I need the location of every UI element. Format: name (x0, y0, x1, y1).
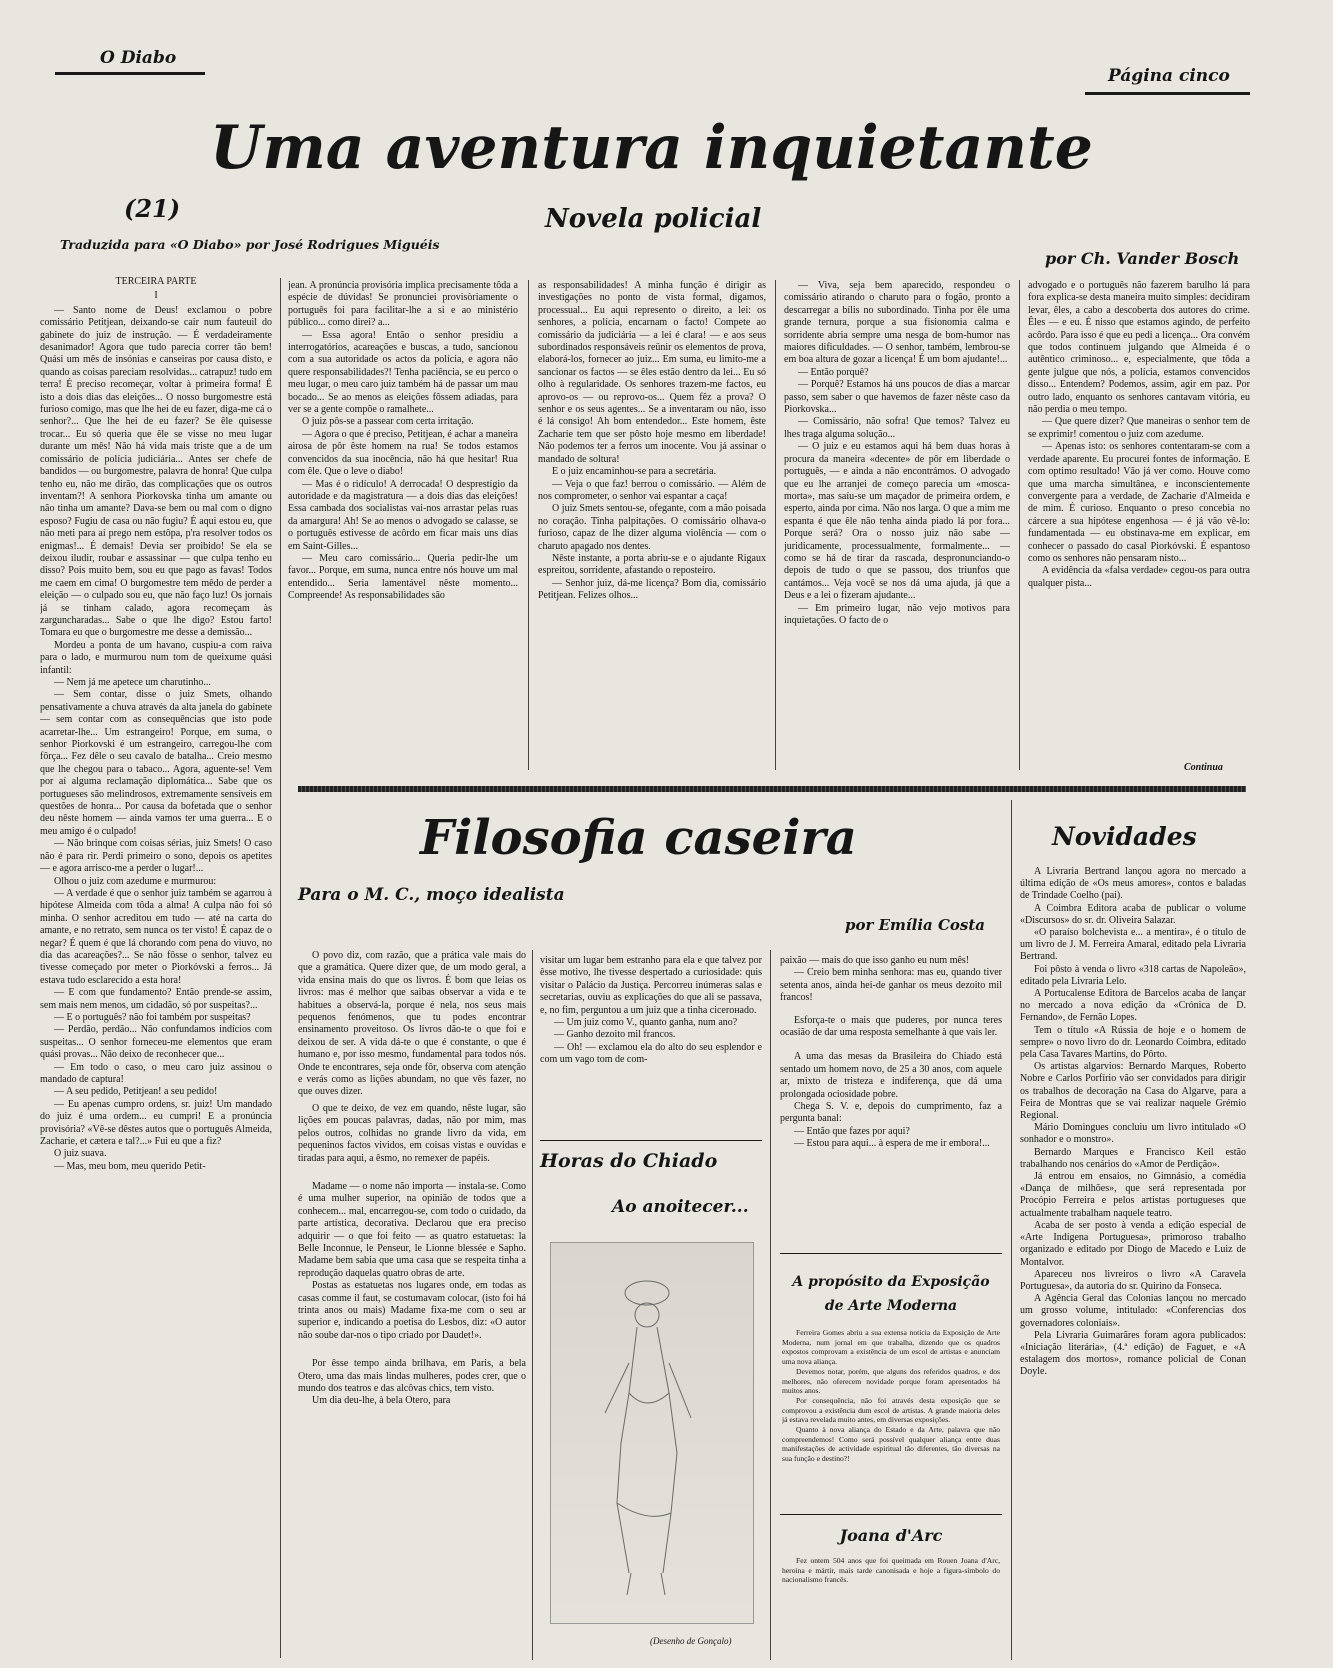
paragraph: Mordeu a ponta de um havano, cuspiu-a com raiva para o lado, e murmurou num tom de queixume quási infantil: (40, 639, 272, 676)
horas-subtitle: Ao anoitecer... (612, 1197, 749, 1217)
column-divider (770, 950, 771, 1660)
filosofia-title: Filosofia caseira (420, 810, 857, 866)
header-rule-left (55, 72, 205, 75)
paragraph: — Perdão, perdão... Não confundamos indícios com suspeitas... O senhor forneceu-me elementos que eram quási provas... Não deixo de reconhecer que... (40, 1024, 272, 1061)
paragraph: — Em primeiro lugar, não vejo motivos para inquietações. O facto de o (784, 602, 1010, 626)
paragraph: — Viva, seja bem aparecido, respondeu o comissário atirando o charuto para o fogão, pronto a descarregar a bílis no subordinado. Tinha por êle uma grande ternura, porque a sua fisionomia calma e sorridente abria sempre uma nesga de bom-humor nas maiores dificuldades. — O senhor, também, lembrou-se em boa altura de gozar a licença! É um bom ajudante!... (784, 280, 1010, 366)
column-divider (1011, 800, 1012, 1660)
paragraph: — Agora o que é preciso, Petitjean, é achar a maneira airosa de pôr êste homem na rua! Se todos estamos convencidos da sua inocência, não há que hesitar! Rua com êle. Que o leve o diabo! (288, 428, 518, 478)
paragraph: A evidência da «falsa verdade» cegou-os para outra qualquer pista... (1028, 565, 1250, 589)
paragraph: — Estou para aqui... à espera de me ir embora!... (794, 1138, 990, 1150)
list-item: A Coimbra Editora acaba de publicar o volume «Discursos» do sr. dr. Oliveira Salazar. (1020, 902, 1246, 926)
paragraph: — A seu pedido, Petitjean! a seu pedido! (54, 1086, 218, 1098)
paragraph: paixão — mais do que isso ganho eu num mês! (780, 955, 970, 966)
paragraph: O que te deixo, de vez em quando, nêste lugar, são lições em poucas palavras, dadas, não por mim, mas pelos outros, colhidas no grande livro da vida, em pequeninos factos vividos, em coisas vistas e ouvidas e tiradas para aqui, a êsmo, no remexer de papéis. (298, 1102, 526, 1164)
paragraph: advogado e o português não fazerem barulho lá para fora explica-se desta maneira muito simples: decidiram levar, êles, a cabo a descoberta dos autores do crime. Êles — e eu. É nisso que estamos agindo, de perfeito acôrdo. Para isso é que eu pedi a licença... Ora convém que todos continuem julgando que Almeida é o autêntico criminoso... e, especialmente, que tôda a gente julgue que nós, a polícia, estamos convencidos disso... Entendem? Podemos, assim, agir em paz. Por outro lado, enquanto os senhores cantavam vitória, eu não perdia o meu tempo. (1028, 280, 1250, 416)
joana-text (782, 1556, 1000, 1616)
column-divider (1019, 280, 1020, 770)
list-item: Foi pôsto à venda o livro «318 cartas de Napoleão», editado pela Livraria Lelo. (1020, 963, 1246, 987)
paragraph: — Essa agora! Então o senhor presidiu a interrogatórios, acareações e buscas, a tudo, sancionou com a sua autoridade os actos da polícia, e agora não quere responsabilidades?! Tenha paciência, se eu perco o meu lugar, o meu caro juiz também há de passar um mau bocado... Se ao menos as eleições fôssem adiadas, para ver se a gente compõe o ramalhete... (288, 329, 518, 416)
paragraph: — A verdade é que o senhor juiz também se agarrou à hipótese Almeida com tôda a alma! A culpa não foi só minha. O senhor acreditou em tudo — até na carta do amante, e no retrato, sem nunca os ter visto! É capaz de o negar? É quem é que lá chorando com pena do viuvo, no dia das acareações?... Se não fôsse o senhor, talvez eu tivesse começado por meter o Piorkóvski a ferros... Já estava tudo esclarecido a esta hora! (40, 887, 272, 986)
column-divider (532, 950, 533, 1660)
installment-number: (21) (124, 194, 181, 223)
translator-credit: Traduzida para «O Diabo» por José Rodrigues Miguéis (60, 237, 440, 252)
paragraph: O povo diz, com razão, que a prática vale mais do que a gramática. Quere dizer que, de um modo geral, a vida ensina mais do que os livros. É bom que leias os livros: mas é melhor que saibas observar a vida e te habitues a observá-la, porque é nela, nos seus mais pequenos fenómenos, que tu podes encontrar ensinamento proveitoso. Os livros dão-te o que foi e deixou de ser. A vida dá-te o que é constante, o que é humano e, por isso mesmo, fundamental para todos nós. Onde te encontrares, seja onde fôr, observa com atenção e verás como as lições abundam, no que vês fazer, no que ouves dizer. (298, 950, 526, 1098)
paragraph: — Que quere dizer? Que maneiras o senhor tem de se exprimir! comentou o juiz com azedume. (1028, 416, 1250, 440)
paragraph: Por êsse tempo ainda brilhava, em Paris, a bela Otero, uma das mais lindas mulheres, podes crer, que o mundo dos teatros e das alcôvas chics, tem visto. (298, 1358, 526, 1394)
continua-label: Continua (1184, 762, 1223, 773)
joana-divider (780, 1514, 1002, 1515)
paragraph: — Mas, meu bom, meu querido Petit- (54, 1160, 206, 1172)
drawing-woman (550, 1242, 754, 1624)
list-item: Apareceu nos livreiros o livro «A Caravela Portuguesa», da autoria do sr. Quirino da Fonseca. (1020, 1268, 1246, 1292)
section-divider (298, 786, 1246, 792)
paragraph: Por consequência, não foi através desta exposição que se comprovou a existência dum escol de artistas. A grande maioria deles já estava revelada muito antes, em diversas exposições. (782, 1395, 1000, 1425)
story-column-5 (1028, 280, 1250, 758)
paragraph: — Um juiz como V., quanto ganha, num ano? (554, 1017, 738, 1029)
paragraph: E o juiz encaminhou-se para a secretária. (552, 466, 717, 478)
paragraph: — Veja o que faz! berrou o comissário. — Além de nos comprometer, o senhor vai espantar a caça! (538, 478, 766, 502)
page-label: Página cinco (1108, 66, 1230, 86)
paper-name: O Diabo (100, 48, 177, 68)
paragraph: Nêste instante, a porta abriu-se e o ajudante Rigaux espreitou, sorridente, afastando o reposteiro. (538, 552, 766, 577)
paragraph: — E o português? não foi também por suspeitas? (54, 1011, 251, 1023)
exposicao-text (782, 1328, 1000, 1508)
filosofia-column-3 (780, 955, 1002, 1225)
paragraph: — O juiz e eu estamos aqui há bem duas horas à procura da maneira «decente» de pôr em liberdade o português, — e ainda a não encontrámos. O advogado que eu lhe arranjei de começo parecia um «mosca-morta», mas saíu-se um maçador de primeira ordem, e esperto, ainda por cima. Não nos larga. O que a mim me espanta é que êle não tenha ainda piado lá por fora... Porque será? Ora o nosso juiz não sabe — juridicamente, processualmente, formalmente... — como se há de tirar da rascada, despronunciando-o depois de tudo o que se passou, dos triunfos que cantámos... Veja você se nos dá uma ajuda, já que a Deus e a lei o fizeram ajudante... (784, 441, 1010, 602)
chapter-number: I (154, 290, 158, 302)
story-column-3 (538, 280, 766, 770)
paragraph: — Mas é o ridículo! A derrocada! O desprestígio da autoridade e da magistratura — a dois dias das eleições! Essa cambada dos socialistas vai-nos arrastar pelas ruas da amargura! Ah! Se ao menos o advogado se calasse, se o português estivesse de acôrdo em ficar mais uns dias em Saint-Gilles... (288, 478, 518, 552)
paragraph: — Porquê? Estamos há uns poucos de dias a marcar passo, sem saber o que havemos de fazer nêste caso da Piorkovska... (784, 379, 1010, 416)
paragraph: — Então que fazes por aqui? (794, 1125, 910, 1137)
filosofia-column-1 (298, 950, 526, 1658)
paragraph: — Nem já me apetece um charutinho... (54, 677, 211, 688)
paragraph: Devemos notar, porém, que alguns dos referidos quadros, e dos melhores, não oferecem novidade porque foram apresentados há muitos anos. (782, 1366, 1000, 1396)
paragraph: — Apenas isto: os senhores contentaram-se com a verdade aparente. Eu procurei fontes de informação. E com optimo resultado! Vão já ver como. Houve como que uma marcha simultânea, e inconscientemente convergente para a verdade, de Zacharie d'Almeida e de mim. É curioso. Enquanto o preso concebia no cárcere a sua hipótese engenhosa — é já vão vê-lo: fundamentada — eu obstinava-me em explicar, em conhecer o passado do casal Piorkóvski. É espantoso como os senhores não pensaram nisto... (1028, 441, 1250, 564)
list-item: A Livraria Bertrand lançou agora no mercado a última edição de «Os meus amores», contos e baladas de Trindade Coelho (pai). (1020, 866, 1246, 902)
woman-figure-sketch (551, 1243, 753, 1623)
paragraph: jean. A pronúncia provisória implica precisamente tôda a espécie de dúvidas! Se pronunciei provisòriamente o português foi para facilitar-lhe a si e ao ministério público... como direi? a... (288, 280, 518, 329)
list-item: A Agência Geral das Colonias lançou no mercado um grosso volume, intitulado: «Conferencias dos governadores coloniais». (1020, 1293, 1246, 1329)
paragraph: Ferreira Gomes abriu a sua extensa notícia da Exposição de Arte Moderna, num jornal em que trabalha, dizendo que os quadros expostos comprovam a existência de um escol de artistas e anunciam uma nova aliança. (782, 1328, 1000, 1367)
paragraph: — Creio bem minha senhora: mas eu, quando tiver setenta anos, ainda hei-de ganhar os meus dezoito mil francos! (780, 967, 1002, 1004)
list-item: «O paraíso bolchevista e... a mentira», é o título de um livro de J. M. Ferreira Amaral, editado pela Livraria Bertrand. (1020, 927, 1246, 963)
paragraph: Chega S. V. e, depois do cumprimento, faz a pergunta banal: (780, 1101, 1002, 1125)
paragraph: — Sem contar, disse o juiz Smets, olhando pensativamente a chuva através da alta janela do gabinete — sem contar com as consequências que isto pode acarretar-lhe... Um estrangeiro! Porque, em suma, o senhor Piorkovski é um estrangeiro, carregou-lhe com fôrça... Fez dêle o seu cavalo de batalha... Creio mesmo que lhe chegou para o tabaco... Agora, aguente-se! Vem por aí alguma reclamação diplomática... Sabe que os portugueses são melindrosos, extremamente sensíveis em questões de honra... Por causa da bofetada que o senhor deu nêste homem — ainda vamos ter uma guerra... E o meu amigo é o culpado! (40, 689, 272, 837)
header-rule-right (1085, 92, 1250, 95)
paragraph: — Eu apenas cumpro ordens, sr. juiz! Um mandado do juiz é uma ordem... eu cumpri! E a pronúncia provisória? «Vê-se dêstes autos que o português Almeida, Zacharie, et cætera e tal?...» Fui eu que a fiz? (40, 1098, 272, 1148)
author-credit: por Ch. Vander Bosch (1045, 249, 1240, 268)
paragraph: Quanto à nova aliança do Estado e da Arte, palavra que não compreendemos! Como será possível qualquer aliança entre duas manifestações de actividade espiritual tão diferentes, tão diversas na sua função e destino?! (782, 1425, 1000, 1464)
subtitle: Novela policial (545, 204, 762, 234)
paragraph: — Meu caro comissário... Queria pedir-lhe um favor... Porque, em suma, nunca entre nós houve um mal entendido... Seria lamentável nêste momento... Compreende! As responsabilidades são (288, 552, 518, 602)
filosofia-dedication: Para o M. C., moço idealista (298, 885, 565, 905)
column-divider (528, 280, 529, 770)
paragraph: — Oh! — exclamou ela do alto do seu esplendor e com um vago tom de com- (540, 1041, 762, 1066)
paragraph: Postas as estatuetas nos lugares onde, em todas as casas comme il faut, se costumavam colocar, (isto foi há trinta anos ou mais) Madame fixa-me com o seu ar superior e, indicando a poetisa do Lesbos, diz: «O autor não soube dar-nos o tipo criado por Daudet!». (298, 1280, 526, 1341)
exposicao-title-line2: de Arte Moderna (824, 1298, 958, 1314)
paragraph: Olhou o juiz com azedume e murmurou: (54, 875, 217, 887)
horas-title: Horas do Chiado (540, 1150, 718, 1172)
paragraph: O juiz Smets sentou-se, ofegante, com a mão poisada no coração. Tinha palpitações. O comissário olhava-o furioso, capaz de lhe dizer alguma violência — com o charuto apagado nos dentes. (538, 503, 766, 552)
list-item: Já entrou em ensaios, no Gimnásio, a comédia «Dança de milhões», que será representada por Procópio Ferreira e pelos artistas portugueses que actualmente trabalham naquele teatro. (1020, 1171, 1246, 1219)
list-item: A Portucalense Editora de Barcelos acaba de lançar no mercado a nova edição da «Crónica de D. Fernando», de Fernão Lopes. (1020, 988, 1246, 1024)
exposicao-title-line1: A propósito da Exposição (792, 1274, 990, 1290)
paragraph: O juiz suava. (54, 1148, 107, 1160)
novidades-title: Novidades (1052, 822, 1197, 851)
novidades-list (1020, 866, 1246, 1656)
column-divider (280, 278, 281, 1658)
paragraph: — Senhor juiz, dá-me licença? Bom dia, comissário Petitjean. Felizes olhos... (538, 577, 766, 602)
paragraph: — Santo nome de Deus! exclamou o pobre comissário Petitjean, deixando-se cair num fauteuil do gabinete do juiz de instrução. — É verdadeiramente desanimador! Agora que tudo parecia correr tão bem! Quási um mês de insónias e canseiras por causa disto, e quando as coisas pareciam resolvidas... catrapuz! tudo em terra! É preciso recomeçar, voltar à primeira forma! É isto a dois dias das eleições... O nosso burgomestre está furioso comigo, mas que lhe hei de eu fazer, diga-me cá o senhor?... Que lhe hei de eu fazer? Se êle quisesse trocar... Eu só queria que êle se visse no meu lugar durante um mês! Não há vida mais triste que a de um comissário de polícia judiciária... Antes ser chefe de bandidos — ou burgomestre, palavra de honra! Que culpa tenho eu, não me dirão, das complicações que os outros inventam?! A senhora Piorkovska tinha um amante ou não tinha um amante? Dava-se bem ou mal com o digno esposo? Fugiu de casa ou não fugiu? É aqui estou eu, que não meti para aí prego nem estôpa, p'ra resolver todos os enigmas!... É demais! Devia ser proibido! Se ela se deixou iludir, roubar e assassinar — que culpa tenho eu disso? Pois muito bem, sou eu que pago as favas! Todos me caem em cima! O burgomestre tem mêdo de perder a eleição — o culpado sou eu, que não faço luz! Os jornais já se tinham calado, agora recomeçam às zarguncharadas... Sabe o que lhe digo? Estou farto! Tomara eu que o burgomestre me desse a demissão... (40, 304, 272, 639)
horas-divider (540, 1140, 762, 1141)
paragraph: — Comissário, não sofra! Que temos? Talvez eu lhes traga alguma solução... (784, 416, 1010, 440)
paragraph: — E com que fundamento? Então prende-se assim, sem mais nem menos, um cidadão, só por suspeitas?... (40, 987, 272, 1011)
paragraph: as responsabilidades! A minha função é dirigir as investigações no ponto de vista formal, digamos, processual... Eu aqui represento o direito, a lei: os senhores, a polícia, encarnam o facto! Compete ao comissário da judiciária — a lei é clara! — e aos seus subordinados responsáveis reünir os elementos de prova, elaborá-los, fornecer ao juiz... Em suma, eu limito-me a sancionar os factos — se êles estão dentro da lei... Eu só olho à regularidade. Os senhores trazem-me factos, eu aprovo-os — ou reprovo-os... Quem fêz a prova? O senhor e os seus agentes... Se a inventaram ou não, isso é lá consigo! Ah bom entendedor... Este homem, êste Zacharie tem que ser pôsto hoje mesmo em liberdade! Não podemos ter a ferros um inocente. Vou já assinar o mandado de soltura! (538, 280, 766, 465)
story-column-2 (288, 280, 518, 770)
paragraph: — Não brinque com coisas sérias, juiz Smets! O caso não é para rir. Perdi primeiro o sono, depois os apetites — e agora arrisco-me a perder o lugar!... (40, 838, 272, 875)
paragraph: Madame — o nome não importa — instala-se. Como é uma mulher superior, na opinião de todos que a conhecem... mal, encarregou-se, com todo o cuidado, da parte artística, decorativa. Declarou que era preciso adquirir — o que foi feito — as quatro estatuetas: la Belle Inconnue, le Penseur, le Lionne blessée e Sapho. Madame bem sabia que uma casa que se respeita tinha a reprodução daquelas quatro obras de arte. (298, 1180, 526, 1279)
filosofia-column-2 (540, 955, 762, 1133)
list-item: Os artistas algarvios: Bernardo Marques, Roberto Nobre e Carlos Porfírio vão ser convidados para dirigir os trabalhos de decoração na Casa do Algarve, para a Feira de Montras que se vai realizar naquele Grémio Regional. (1020, 1061, 1246, 1122)
paragraph: visitar um lugar bem estranho para ela e que talvez por êsse motivo, lhe tivesse despertado a curiosidade: quis visitar o Palácio da Justiça. Percorreu inúmeras salas e secretarias, ouviu as explicações do que ali se passava, e, no fim, perguntou a um juiz que a tinha cicerонado. (540, 955, 762, 1016)
list-item: Pela Livraria Guimarãres foram agora publicados: «Iniciação literária», (4.ª edição) de Faguet, e «A estalagem dos mortos», romance policial de Conan Doyle. (1020, 1329, 1246, 1378)
story-column-1 (40, 274, 272, 1659)
paragraph: Fez ontem 504 anos que foi queimada em Rouen Joana d'Arc, heroina e mártir, mais tarde canonisada e hoje a figura-símbolo do nacionalismo francês. (782, 1556, 1000, 1585)
paragraph: O juiz pôs-se a passear com certa irritação. (302, 416, 474, 428)
joana-title: Joana d'Arc (839, 1526, 943, 1545)
paragraph: A uma das mesas da Brasileira do Chiado está sentado um homem novo, de 25 a 30 anos, com aquele ar, mixto de tristeza e indiferença, que dá uma prolongada ociosidade pobre. (780, 1051, 1002, 1100)
part-heading: TERCEIRA PARTE (115, 276, 197, 287)
main-title: Uma aventura inquietante (210, 113, 1093, 183)
paragraph: — Então porquê? (798, 366, 869, 378)
drawing-credit: (Desenho de Gonçalo) (650, 1636, 732, 1646)
paragraph: — Ganho dezoito mil francos. (554, 1029, 676, 1041)
paragraph: Um dia deu-lhe, à bela Otero, para (312, 1395, 451, 1407)
filosofia-byline: por Emília Costa (845, 916, 985, 934)
list-item: Bernardo Marques e Francisco Keil estão trabalhando nos cenários do «Amor de Perdição». (1020, 1146, 1246, 1170)
list-item: Tem o título «A Rússia de hoje e o homem de sempre» o novo livro do dr. Leonardo Coimbra, editado pela Casa Tavares Martins, do Pôrto. (1020, 1024, 1246, 1061)
story-column-4 (784, 280, 1010, 770)
exposicao-divider (780, 1253, 1002, 1254)
paragraph: — Em todo o caso, o meu caro juiz assinou o mandado de captura! (40, 1061, 272, 1085)
list-item: Mário Domingues concluiu um livro intitulado «O sonhador e o monstro». (1020, 1122, 1246, 1146)
column-divider (775, 280, 776, 770)
paragraph: Esforça-te o mais que puderes, por nunca teres ocasião de dar uma resposta semelhante à que vais ler. (780, 1014, 1002, 1039)
list-item: Acaba de ser posto à venda a edição especial de «Arte Indígena Portuguesa», primoroso trabalho organizado e editado por Diogo de Macedo e Luiz de Montalvor. (1020, 1219, 1246, 1268)
